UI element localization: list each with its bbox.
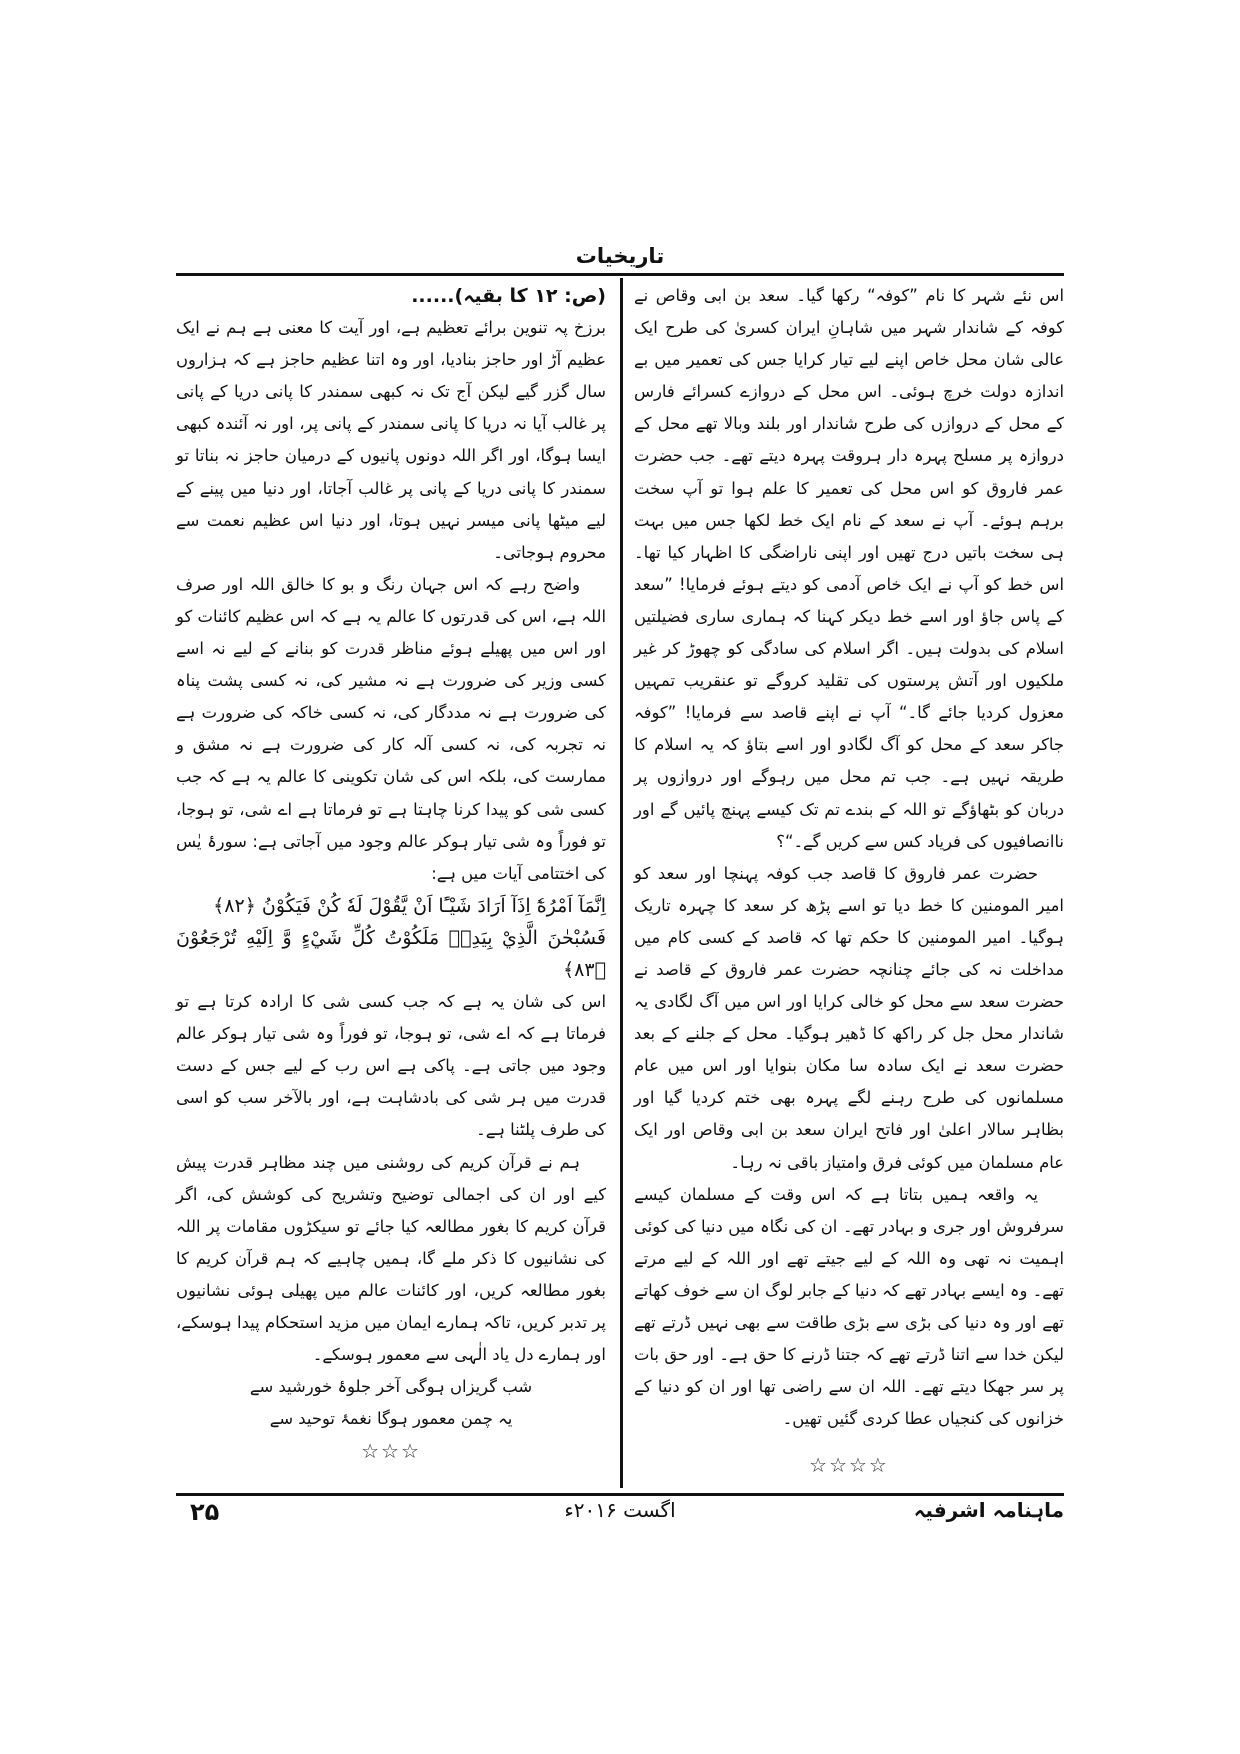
couplet-line: شب گریزاں ہوگی آخر جلوۂ خورشید سے (249, 1377, 533, 1397)
magazine-name: ماہنامہ اشرفیہ (913, 1498, 1064, 1522)
paragraph: واضح رہے کہ اس جہان رنگ و بو کا خالق اللہ اور صرف اللہ ہے، اس کی قدرتوں کا عالم یہ ہے کہ اس عظیم کائنات کو اور اس میں پھیلے ہوئے مناظر قدرت کو بنانے کے لیے نہ اسے کسی وزیر کی ضرورت ہے نہ مشیر کی، نہ کسی پشت پناہ کی ضرورت ہے نہ مددگار کی، نہ کسی خاکہ کی ضرورت ہے نہ تجربہ کی، نہ کسی آلہ کار کی ضرورت ہے نہ مشق و ممارست کی، بلکہ اس کی شان تکوینی کا عالم یہ ہے کہ جب کسی شی کو پیدا کرنا چاہتا ہے تو فرماتا ہے اے شی، تو ہوجا، تو فوراً وہ شی تیار ہوکر عالم وجود میں آجاتی ہے: سورۂ یٰس کی اختتامی آیات میں ہے: (176, 574, 606, 883)
left-column (176, 280, 606, 1467)
end-mark: ☆☆☆☆ (809, 1453, 889, 1478)
paragraph: برزخ پہ تنوین برائے تعظیم ہے، اور آیت کا معنی ہے ہم نے ایک عظیم آڑ اور حاجز بنادیا، اور وہ اتنا عظیم حاجز ہے کہ ہزاروں سال گزر گیے لیکن آج تک نہ کبھی سمندر کا پانی دریا کے پانی پر غالب آیا نہ دریا کا پانی سمندر کے پانی پر، اور نہ آئندہ کبھی ایسا ہوگا، اور اگر اللہ دونوں پانیوں کے درمیان حاجز نہ بناتا تو سمندر کا پانی دریا کے پانی پر غالب آجاتا، اور دنیا میں پینے کے لیے میٹھا پانی میسر نہیں ہوتا، اور دنیا اس عظیم نعمت سے محروم ہوجاتی۔ (176, 318, 606, 562)
couplet-line: یہ چمن معمور ہوگا نغمۂ توحید سے (269, 1409, 513, 1429)
paragraph: ہم نے قرآن کریم کی روشنی میں چند مظاہر قدرت پیش کیے اور ان کی اجمالی توضیح وتشریح کی کوشش کی، اگر قرآن کریم کا بغور مطالعہ کیا جائے تو سیکڑوں مقامات پر اللہ کی نشانیوں کا ذکر ملے گا، ہمیں چاہیے کہ ہم قرآن کریم کا بغور مطالعہ کریں، اور کائنات عالم میں پھیلی ہوئی نشانیوں پر تدبر کریں، تاکہ ہمارے ایمان میں مزید استحکام پیدا ہوسکے، اور ہمارے دل یاد الٰہی سے معمور ہوسکے۔ (176, 1152, 606, 1365)
column-divider (620, 278, 623, 1488)
paragraph: حضرت عمر فاروق کا قاصد جب کوفہ پہنچا اور سعد کو امیر المومنین کا خط دیا تو اسے پڑھ کر سعد کا چہرہ تاریک ہوگیا۔ امیر المومنین کا حکم تھا کہ قاصد کے کسی کام میں مداخلت نہ کی جائے چنانچہ حضرت عمر فاروق کے قاصد نے حضرت سعد سے محل کو خالی کرایا اور اس میں آگ لگادی یہ شاندار محل جل کر راکھ کا ڈھیر ہوگیا۔ محل کے جلنے کے بعد حضرت سعد نے ایک سادہ سا مکان بنوایا اور اس میں عام مسلمانوں کی طرح رہنے لگے پہرہ بھی ختم کردیا گیا اور بظاہر سالار اعلیٰ اور فاتح ایران سعد بن ابی وقاص اور ایک عام مسلمان میں کوئی فرق وامتیاز باقی نہ رہا۔ (634, 863, 1064, 1172)
quran-verse: فَسُبْحٰنَ الَّذِيْ بِيَدِهٖ مَلَكُوْتُ كُلِّ شَيْءٍ وَّ اِلَيْهِ تُرْجَعُوْنَ ﴿۸۳﴾ (176, 926, 606, 981)
section-title: تاریخیات (575, 244, 665, 268)
right-column (634, 280, 1064, 1481)
header-rule (176, 273, 1064, 276)
continuation-heading: (ص: ۱۲ کا بقیہ)...... (411, 285, 606, 307)
quran-verse: اِنَّمَآ اَمْرُهٗٓ اِذَآ اَرَادَ شَيْـًٔا اَنْ يَّقُوْلَ لَهٗ كُنْ فَيَكُوْنُ ﴿۸۲﴾ (213, 894, 606, 917)
paragraph: یہ واقعہ ہمیں بتاتا ہے کہ اس وقت کے مسلمان کیسے سرفروش اور جری و بہادر تھے۔ ان کی نگاہ میں دنیا کی کوئی اہمیت نہ تھی وہ اللہ کے لیے جیتے تھے اور اللہ کے لیے مرتے تھے۔ وہ ایسے بہادر تھے کہ دنیا کے جابر لوگ ان سے خوف کھاتے تھے اور وہ دنیا کی بڑی سے بڑی طاقت سے بھی نہیں ڈرتے تھے لیکن خدا سے اتنا ڈرتے تھے کہ جتنا ڈرنے کا حق ہے۔ اور حق بات پر سر جھکا دیتے تھے۔ اللہ ان سے راضی تھا اور ان کو دنیا کے خزانوں کی کنجیاں عطا کردی گئیں تھیں۔ (634, 1184, 1064, 1429)
paragraph: اس نئے شہر کا نام ”کوفہ“ رکھا گیا۔ سعد بن ابی وقاص نے کوفہ کے شاندار شہر میں شاہانِ ایران کسریٰ کی طرح ایک عالی شان محل خاص اپنے لیے تیار کرایا جس کی تعمیر میں بے اندازہ دولت خرچ ہوئی۔ اس محل کے دروازے کسرائے فارس کے محل کے دروازں کی طرح شاندار اور بلند وبالا تھے محل کے دروازہ پر مسلح پہرہ دار ہروقت پہرہ دیتے تھے۔ جب حضرت عمر فاروق کو اس محل کی تعمیر کا علم ہوا تو آپ سخت برہم ہوئے۔ آپ نے سعد کے نام ایک خط لکھا جس میں بہت ہی سخت باتیں درج تھیں اور اپنی ناراضگی کا اظہار کیا تھا۔ اس خط کو آپ نے ایک خاص آدمی کو دیتے ہوئے فرمایا! ”سعد کے پاس جاؤ اور اسے خط دیکر کہنا کہ ہماری ساری فضیلتیں اسلام کی بدولت ہیں۔ اگر اسلام کی سادگی کو چھوڑ کر غیر ملکیوں اور آتش پرستوں کی تقلید کروگے تو عنقریب تمہیں معزول کردیا جائے گا۔“ آپ نے اپنے قاصد سے فرمایا! ”کوفہ جاکر سعد کے محل کو آگ لگادو اور اسے بتاؤ کہ یہ اسلام کا طریقہ نہیں ہے۔ جب تم محل میں رہوگے اور دروازوں پر دربان کو بٹھاؤگے تو اللہ کے بندے تم تک کیسے پہنچ پائیں گے اور ناانصافیوں کی فریاد کس سے کریں گے۔“؟ (634, 286, 1064, 851)
page-number: ۲۵ (190, 1498, 220, 1526)
end-mark: ☆☆☆ (361, 1439, 421, 1464)
paragraph: اس کی شان یہ ہے کہ جب کسی شی کا ارادہ کرتا ہے تو فرماتا ہے کہ اے شی، تو ہوجا، تو فوراً وہ شی تیار ہوکر عالم وجود میں جاتی ہے۔ پاکی ہے اس رب کے لیے جس کے دست قدرت میں ہر شی کی بادشاہت ہے، اور بالآخر سب کو اسی کی طرف پلٹنا ہے۔ (176, 992, 606, 1140)
issue-date: اگست ۲۰۱۶ء (564, 1498, 676, 1522)
footer-rule (176, 1493, 1064, 1496)
